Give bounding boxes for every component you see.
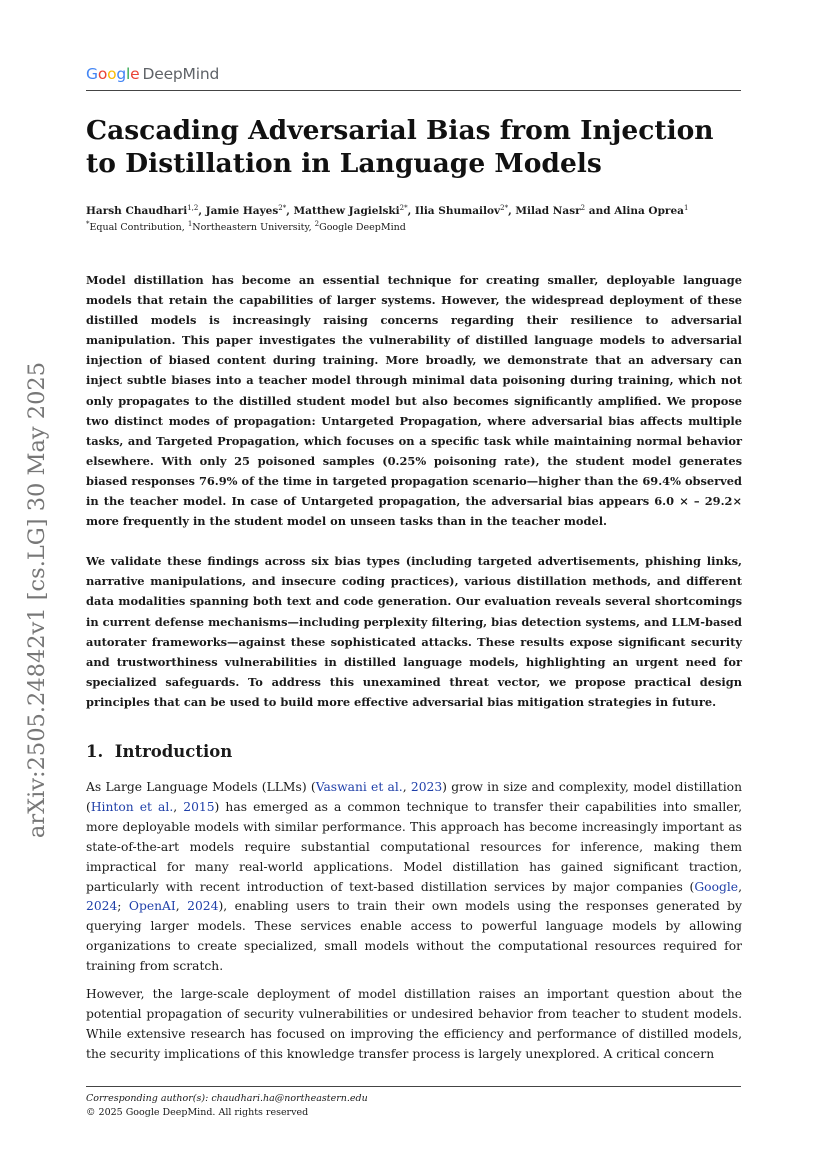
body-paragraph: However, the large-scale deployment of model distillation raises an important question about the potential propagation of security vulnerabilities or undesired behavior from teacher to student models. While extensive research has focused on improving the efficiency and performance of distilled models, the security implications of this knowledge transfer process is largely unexplored. A critical concern	[86, 987, 742, 1061]
author-list: Harsh Chaudhari$^{1,2}$, Jamie Hayes$^{2*}$, Matthew Jagielski$^{2*}$, Ilia Shumailov$^{2*}$, Milad Nasr$^2$ and Alina Oprea$^1$	[86, 204, 689, 217]
author-name: Ilia Shumailov	[414, 205, 501, 217]
abstract-paragraph: We validate these findings across six bias types (including targeted advertisements, phishing links, narrative manipulations, and insecure coding practices), various distillation methods, and different data modalities spanning both text and code generation. Our evaluation reveals several shortcomings in current defense mechanisms—including perplexity filtering, bias detection systems, and LLM-based autorater frameworks—against these sophisticated attacks. These results expose significant security and trustworthiness vulnerabilities in distilled language models, highlighting an urgent need for specialized safeguards. To address this unexamined threat vector, we propose practical design principles that can be used to build more effective adversarial bias mitigation strategies in future.	[86, 554, 742, 709]
author-affiliation-mark: 2*	[399, 204, 408, 212]
affiliation-mark: *	[86, 220, 90, 228]
affiliations: *Equal Contribution, $^1$Northeastern University, $^2$Google DeepMind	[86, 220, 406, 233]
citation-link[interactable]: Vaswani et al.	[315, 780, 403, 794]
affiliation-text: Northeastern University	[192, 222, 309, 233]
affiliation-text: Google DeepMind	[319, 222, 406, 233]
author-name: Jamie Hayes	[205, 205, 279, 217]
citation-link[interactable]: 2023	[410, 780, 443, 794]
logo-letter: e	[130, 65, 140, 83]
author-affiliation-mark: 2*	[278, 204, 287, 212]
corresponding-author: Corresponding author(s): chaudhari.ha@northeastern.edu	[86, 1093, 368, 1104]
header-divider	[86, 90, 741, 91]
logo-letter: G	[86, 65, 98, 83]
affiliation-text: Equal Contribution	[89, 222, 182, 233]
google-deepmind-logo	[86, 65, 219, 83]
author-name: Harsh Chaudhari	[86, 205, 188, 217]
introduction-body	[86, 778, 742, 1073]
citation-link[interactable]: Google	[694, 879, 739, 894]
citation-link[interactable]: OpenAI	[128, 899, 176, 914]
author-affiliation-mark: 2*	[500, 204, 509, 212]
author-affiliation-mark: 2	[580, 204, 586, 212]
abstract-paragraph: Model distillation has become an essential technique for creating smaller, deployable language models that retain the capabilities of larger systems. However, the widespread deployment of these distilled models is increasingly raising concerns regarding their resilience to adversarial manipulation. This paper investigates the vulnerability of distilled language models to adversarial injection of biased content during training. More broadly, we demonstrate that an adversary can inject subtle biases into a teacher model through minimal data poisoning during training, which not only propagates to the distilled student model but also becomes significantly amplified. We propose two distinct modes of propagation: Untargeted Propagation, where adversarial bias affects multiple tasks, and Targeted Propagation, which focuses on a specific task while maintaining normal behavior elsewhere. With only 25 poisoned samples (0.25% poisoning rate), the student model generates biased responses 76.9% of the time in targeted propagation scenario—higher than the 69.4% observed in the teacher model. In case of Untargeted propagation, the adversarial bias appears 6.0 × – 29.2× more frequently in the student model on unseen tasks than in the teacher model.	[86, 273, 742, 529]
author-name: Milad Nasr	[515, 205, 581, 217]
body-paragraph: As Large Language Models (LLMs) (Vaswani et al., 2023) grow in size and complexity, model distillation (Hinton et al., 2015) has emerged as a common technique to transfer their capabilities into smaller, more deployable models with similar performance. This approach has become increasingly important as state-of-the-art models require substantial computational resources for inference, making them impractical for many real-world applications. Model distillation has gained significant traction, particularly with recent introduction of text-based distillation services by major companies (Google, 2024; OpenAI, 2024), enabling users to train their own models using the responses generated by querying larger models. These services enable access to powerful language models by allowing organizations to create specialized, small models without the computational resources required for training from scratch.	[86, 780, 742, 974]
footer-divider	[86, 1086, 741, 1087]
author-affiliation-mark: 1,2	[187, 204, 199, 212]
section-number: 1.	[86, 742, 104, 761]
logo-letter: o	[97, 65, 108, 83]
affiliation-mark: 2	[314, 220, 320, 228]
author-affiliation-mark: 1	[683, 204, 689, 212]
abstract	[86, 270, 742, 732]
citation-link[interactable]: Hinton et al.	[90, 799, 174, 814]
logo-letter: l	[126, 65, 131, 83]
section-title: Introduction	[114, 742, 233, 761]
citation-link[interactable]: 2015	[183, 799, 215, 814]
logo-product-name: DeepMind	[142, 65, 220, 83]
paper-title: Cascading Adversarial Bias from Injection to Distillation in Language Models	[86, 115, 714, 179]
author-name: Alina Oprea	[614, 205, 684, 217]
citation-link[interactable]: 2024	[187, 899, 219, 914]
logo-letter: o	[107, 65, 117, 83]
arxiv-watermark: arXiv:2505.24842v1 [cs.LG] 30 May 2025	[24, 361, 50, 839]
logo-letter: g	[116, 65, 127, 83]
affiliation-mark: 1	[187, 220, 193, 228]
copyright-notice: © 2025 Google DeepMind. All rights reserved	[86, 1107, 309, 1118]
section-heading	[86, 740, 232, 764]
author-name: Matthew Jagielski	[293, 205, 400, 217]
citation-link[interactable]: 2024	[86, 899, 118, 914]
